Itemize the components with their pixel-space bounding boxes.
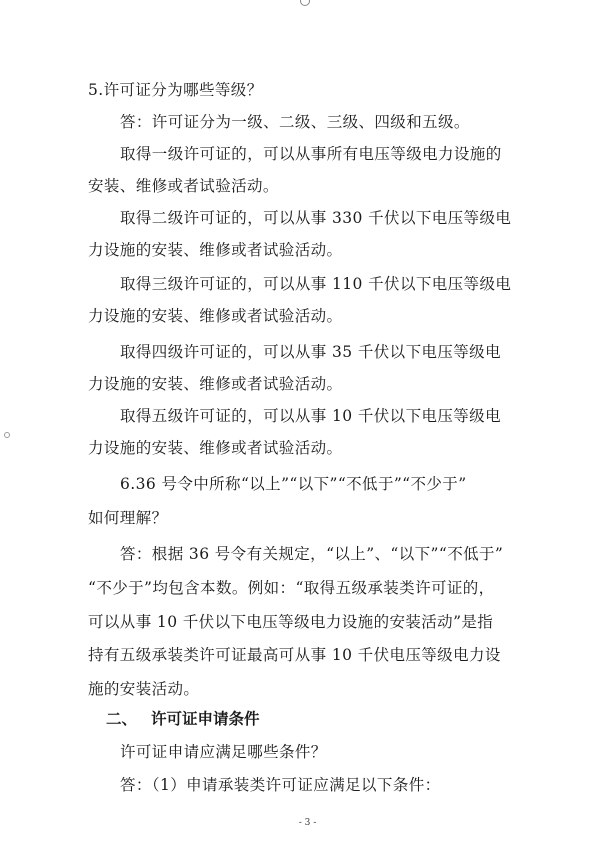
level-4-line-1: 取得四级许可证的，可以从事 35 千伏以下电压等级电 (120, 343, 501, 361)
binding-hole-mark (300, 0, 310, 6)
level-1-line-1: 取得一级许可证的，可以从事所有电压等级电力设施的 (120, 145, 502, 163)
question-6-answer-line-4: 持有五级承装类许可证最高可从事 10 千伏电压等级电力设 (88, 646, 501, 664)
section-2-heading (106, 709, 260, 729)
question-5-answer: 答：许可证分为一级、二级、三级、四级和五级。 (120, 113, 470, 131)
section-2-title: 许可证申请条件 (151, 710, 260, 728)
level-2-line-1: 取得二级许可证的，可以从事 330 千伏以下电压等级电 (120, 209, 512, 227)
level-4-line-2: 力设施的安装、维修或者试验活动。 (88, 375, 343, 393)
question-6-title-line-1: 6.36 号令中所称“以上”“以下”“不低于”“不少于” (120, 475, 467, 493)
binding-hole-mark-side (4, 432, 10, 438)
question-6-answer-line-2: “不少于”均包含本数。例如：“取得五级承装类许可证的， (88, 579, 495, 597)
question-6-answer-line-5: 施的安装活动。 (88, 680, 200, 698)
level-3-line-1: 取得三级许可证的，可以从事 110 千伏以下电压等级电 (120, 275, 512, 293)
question-7-title: 许可证申请应满足哪些条件？ (120, 743, 327, 761)
page-number: - 3 - (298, 818, 317, 828)
level-3-line-2: 力设施的安装、维修或者试验活动。 (88, 307, 343, 325)
level-5-line-1: 取得五级许可证的，可以从事 10 千伏以下电压等级电 (120, 407, 501, 425)
question-7-answer: 答：（1）申请承装类许可证应满足以下条件： (120, 776, 441, 794)
question-6-answer-line-3: 可以从事 10 千伏以下电压等级电力设施的安装活动”是指 (88, 613, 494, 631)
question-6-title-line-2: 如何理解？ (88, 509, 168, 527)
question-5-title: 5.许可证分为哪些等级？ (88, 81, 263, 99)
section-2-number: 二、 (106, 710, 138, 728)
level-2-line-2: 力设施的安装、维修或者试验活动。 (88, 241, 343, 259)
question-6-answer-line-1: 答：根据 36 号令有关规定，“以上”、“以下”“不低于” (120, 545, 504, 563)
level-5-line-2: 力设施的安装、维修或者试验活动。 (88, 439, 343, 457)
level-1-line-2: 安装、维修或者试验活动。 (88, 177, 279, 195)
